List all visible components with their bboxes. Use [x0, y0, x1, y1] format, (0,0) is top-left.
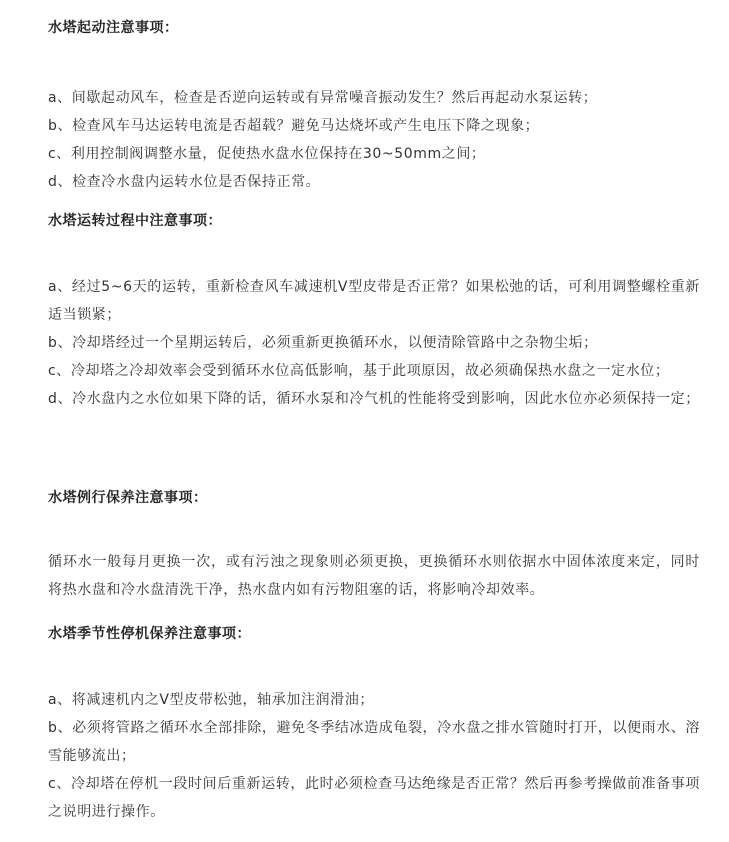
list-item: a、经过5~6天的运转，重新检查风车减速机V型皮带是否正常？如果松弛的话，可利用调整螺栓重新适当锁紧； — [48, 279, 700, 323]
section-startup — [48, 16, 700, 196]
list-item: d、冷水盘内之水位如果下降的话，循环水泵和冷气机的性能将受到影响，因此水位亦必须保持一定； — [48, 391, 700, 407]
list-item: a、将减速机内之V型皮带松弛，轴承加注润滑油； — [48, 692, 374, 708]
list-item: d、检查冷水盘内运转水位是否保持正常。 — [48, 174, 321, 190]
list-item: a、间歇起动风车，检查是否逆向运转或有异常噪音振动发生？然后再起动水泵运转； — [48, 90, 598, 106]
list-item: c、冷却塔在停机一段时间后重新运转，此时必须检查马达绝缘是否正常？然后再参考操做前准备事项之说明进行操作。 — [48, 776, 700, 820]
paragraph: 循环水一般每月更换一次，或有污浊之现象则必须更换，更换循环水则依据水中固体浓度来定，同时将热水盘和冷水盘清洗干净，热水盘内如有污物阻塞的话，将影响冷却效率。 — [48, 554, 700, 598]
section-operation — [48, 209, 700, 413]
list-item: b、检查风车马达运转电流是否超载？避免马达烧坏或产生电压下降之现象； — [48, 118, 540, 134]
section-title: 水塔起动注意事项： — [48, 20, 179, 36]
section-title: 水塔例行保养注意事项： — [48, 490, 208, 506]
section-title: 水塔运转过程中注意事项： — [48, 213, 222, 229]
section-title: 水塔季节性停机保养注意事项： — [48, 626, 251, 642]
section-items — [48, 548, 700, 604]
section-items — [48, 273, 700, 413]
section-items — [48, 686, 700, 826]
list-item: b、冷却塔经过一个星期运转后，必须重新更换循环水，以便清除管路中之杂物尘垢； — [48, 335, 598, 351]
section-items — [48, 84, 700, 196]
list-item: c、冷却塔之冷却效率会受到循环水位高低影响，基于此项原因，故必须确保热水盘之一定水位； — [48, 363, 670, 379]
list-item: c、利用控制阀调整水量，促使热水盘水位保持在30~50mm之间； — [48, 146, 486, 162]
section-seasonal-shutdown — [48, 622, 700, 826]
list-item: b、必须将管路之循环水全部排除，避免冬季结冰造成龟裂，冷水盘之排水管随时打开，以便雨水、溶雪能够流出； — [48, 720, 700, 764]
section-routine-maintenance — [48, 486, 700, 604]
